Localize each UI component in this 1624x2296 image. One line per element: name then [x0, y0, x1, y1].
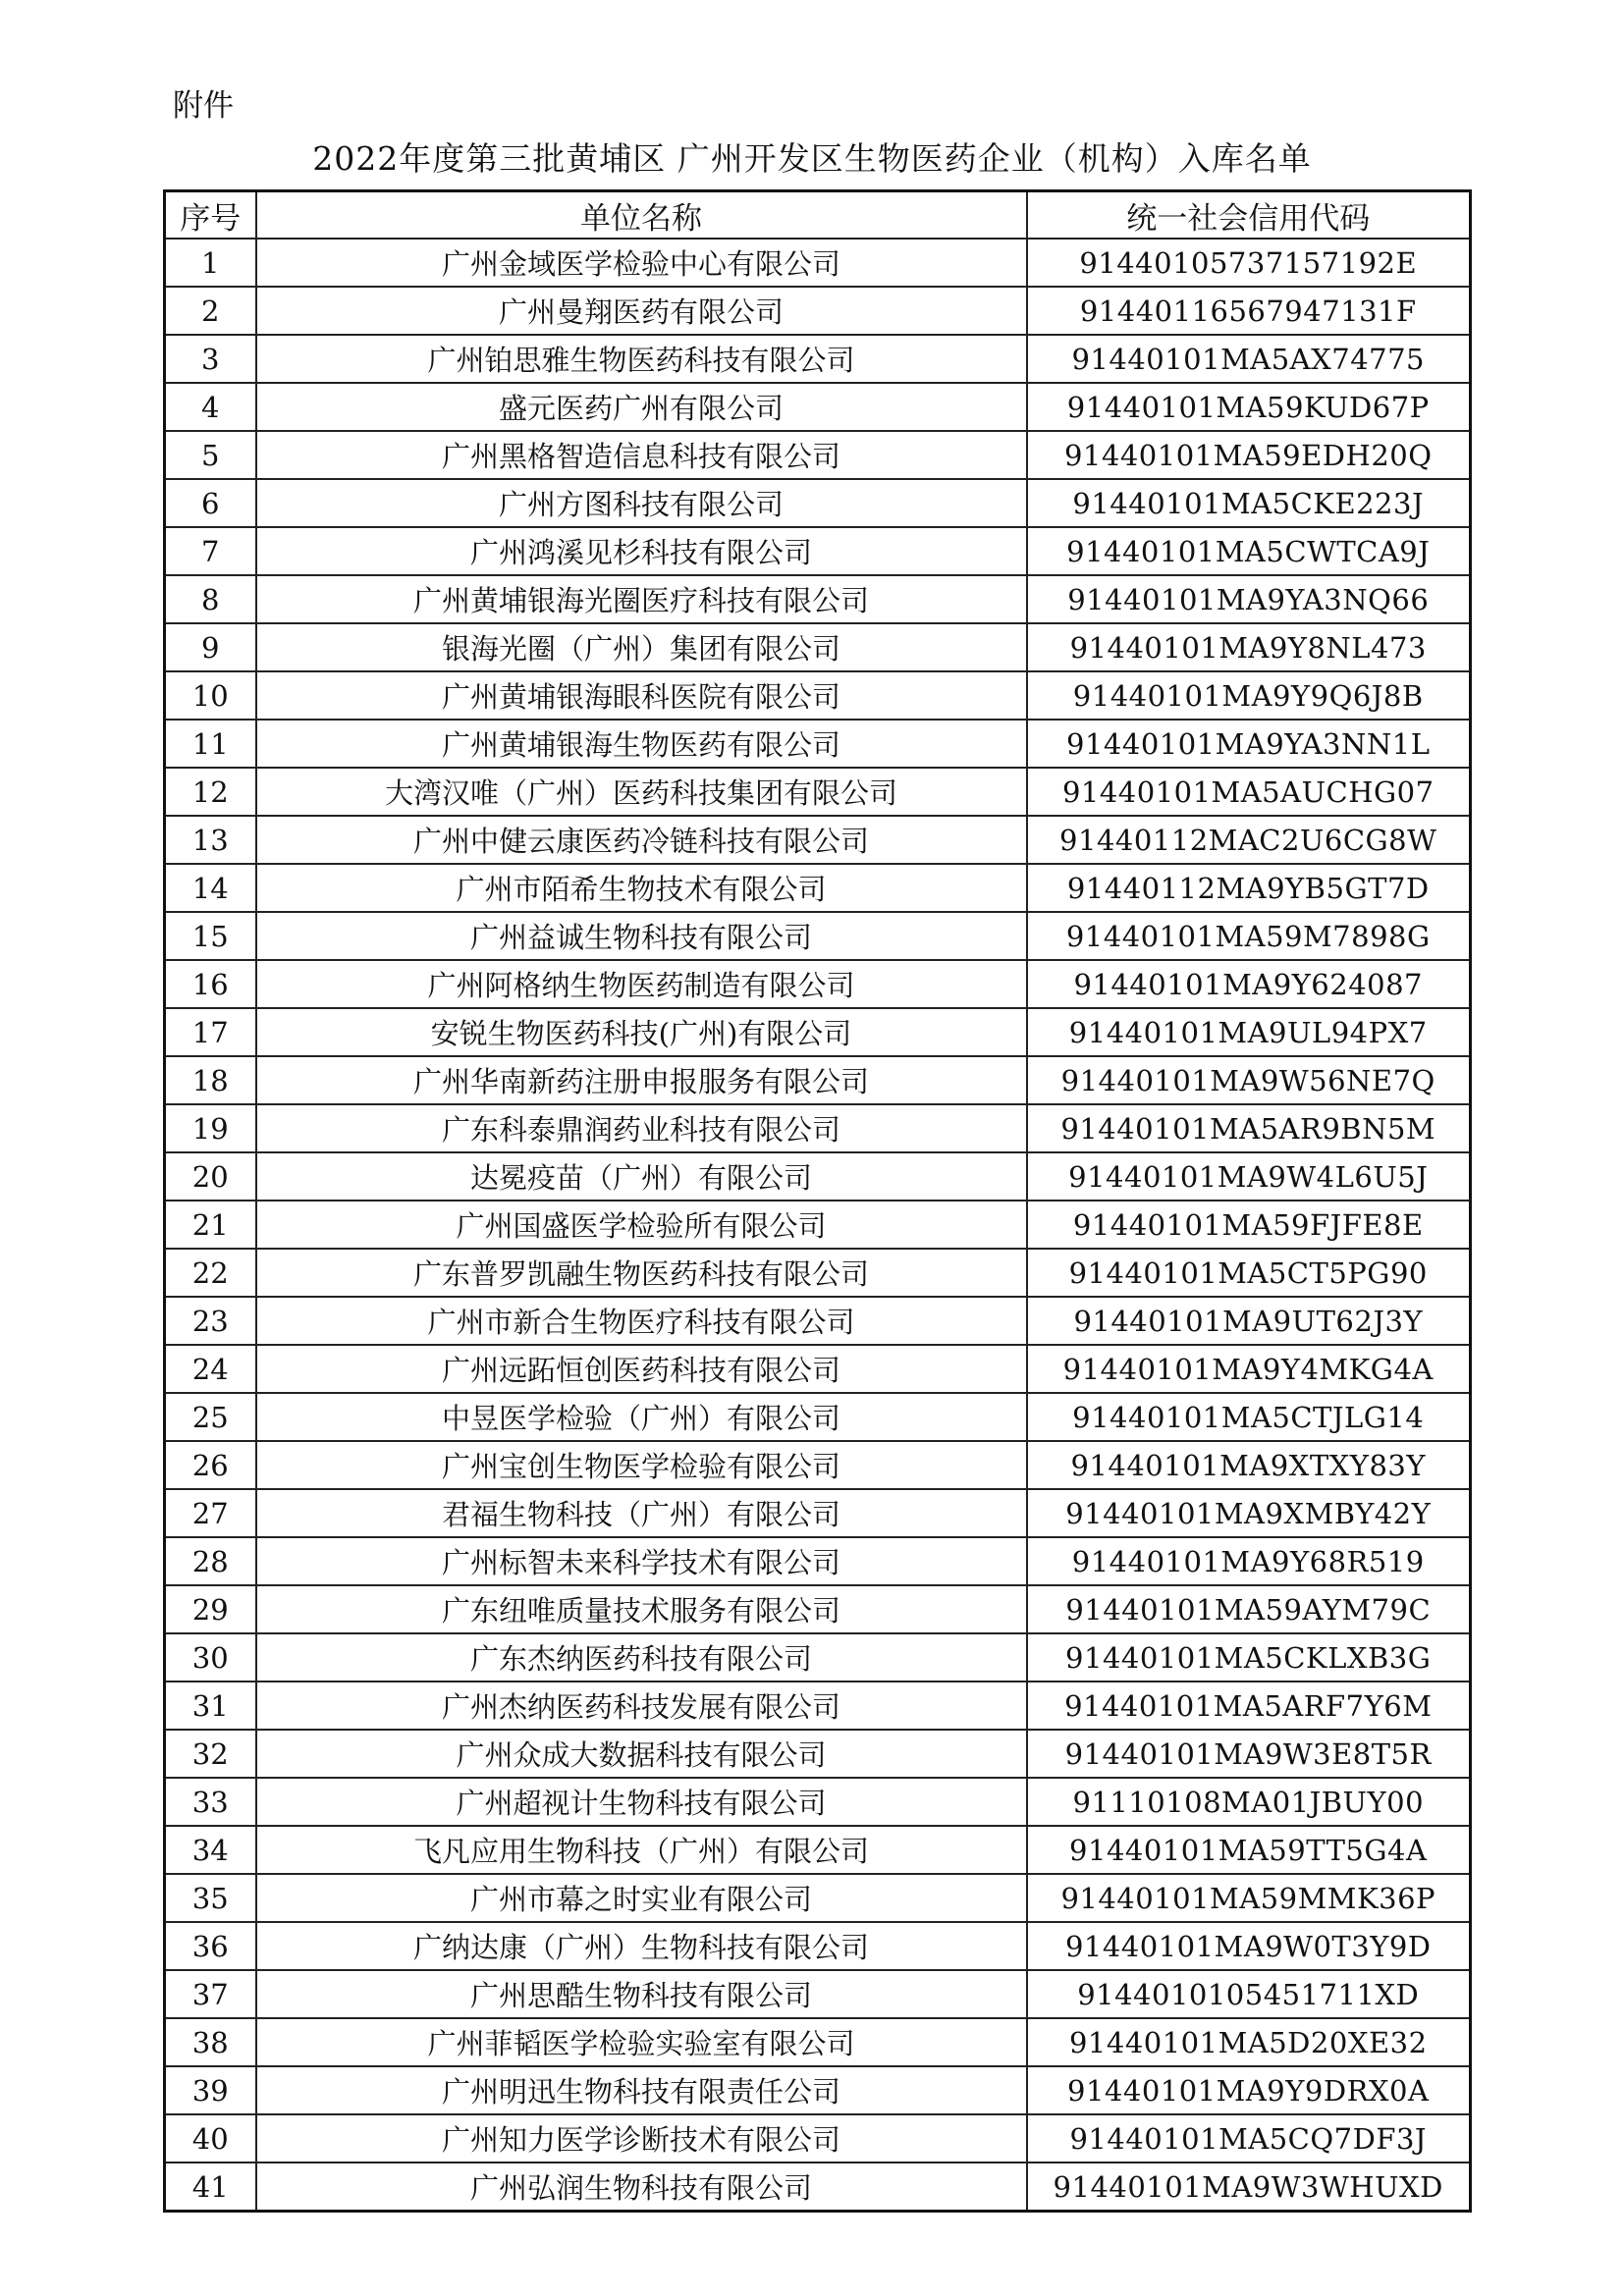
serial-number-cell: 23 [165, 1297, 256, 1345]
serial-number-cell: 14 [165, 864, 256, 912]
organization-name-cell: 广州弘润生物科技有限公司 [256, 2163, 1027, 2212]
credit-code-cell: 91440101MA59FJFE8E [1027, 1201, 1471, 1249]
table-row [165, 912, 1471, 960]
serial-number-cell: 3 [165, 335, 256, 383]
credit-code-cell: 91440101MA5CKLXB3G [1027, 1633, 1471, 1682]
table-row [165, 1104, 1471, 1152]
organization-name-cell: 广东科泰鼎润药业科技有限公司 [256, 1104, 1027, 1152]
credit-code-cell: 91440101MA59MMK36P [1027, 1874, 1471, 1922]
serial-number-cell: 19 [165, 1104, 256, 1152]
organization-name-cell: 广州鸿溪见杉科技有限公司 [256, 527, 1027, 575]
table-row [165, 431, 1471, 479]
serial-number-cell: 17 [165, 1008, 256, 1056]
table-row [165, 1633, 1471, 1682]
organization-name-cell: 达冕疫苗（广州）有限公司 [256, 1152, 1027, 1201]
credit-code-cell: 91110108MA01JBUY00 [1027, 1778, 1471, 1826]
serial-number-cell: 27 [165, 1489, 256, 1537]
credit-code-cell: 91440101MA9XTXY83Y [1027, 1441, 1471, 1489]
organization-name-cell: 盛元医药广州有限公司 [256, 383, 1027, 431]
table-row [165, 720, 1471, 768]
enterprise-table [163, 189, 1472, 2213]
table-row [165, 575, 1471, 623]
table-row [165, 1682, 1471, 1730]
organization-name-cell: 大湾汉唯（广州）医药科技集团有限公司 [256, 768, 1027, 816]
table-row [165, 960, 1471, 1008]
organization-name-cell: 安锐生物医药科技(广州)有限公司 [256, 1008, 1027, 1056]
table-row [165, 1778, 1471, 1826]
credit-code-cell: 91440101MA9Y624087 [1027, 960, 1471, 1008]
serial-number-cell: 21 [165, 1201, 256, 1249]
table-row [165, 2163, 1471, 2212]
table-row [165, 335, 1471, 383]
credit-code-cell: 91440101MA9W3E8T5R [1027, 1730, 1471, 1778]
organization-name-cell: 广州杰纳医药科技发展有限公司 [256, 1682, 1027, 1730]
credit-code-cell: 91440101MA5ARF7Y6M [1027, 1682, 1471, 1730]
organization-name-cell: 广州黄埔银海眼科医院有限公司 [256, 671, 1027, 720]
organization-name-cell: 广州众成大数据科技有限公司 [256, 1730, 1027, 1778]
header-credit-code: 统一社会信用代码 [1027, 191, 1471, 240]
table-row [165, 1393, 1471, 1441]
credit-code-cell: 91440101MA5CQ7DF3J [1027, 2114, 1471, 2163]
serial-number-cell: 22 [165, 1249, 256, 1297]
serial-number-cell: 15 [165, 912, 256, 960]
organization-name-cell: 广州市新合生物医疗科技有限公司 [256, 1297, 1027, 1345]
organization-name-cell: 广州曼翔医药有限公司 [256, 287, 1027, 335]
organization-name-cell: 广州思酷生物科技有限公司 [256, 1970, 1027, 2018]
table-row [165, 1537, 1471, 1585]
table-row [165, 1730, 1471, 1778]
organization-name-cell: 广州远跖恒创医药科技有限公司 [256, 1345, 1027, 1393]
organization-name-cell: 广东杰纳医药科技有限公司 [256, 1633, 1027, 1682]
serial-number-cell: 33 [165, 1778, 256, 1826]
serial-number-cell: 20 [165, 1152, 256, 1201]
organization-name-cell: 广州宝创生物医学检验有限公司 [256, 1441, 1027, 1489]
serial-number-cell: 16 [165, 960, 256, 1008]
serial-number-cell: 4 [165, 383, 256, 431]
serial-number-cell: 37 [165, 1970, 256, 2018]
credit-code-cell: 91440101MA9Y4MKG4A [1027, 1345, 1471, 1393]
attachment-label: 附件 [173, 88, 234, 124]
table-row [165, 1874, 1471, 1922]
organization-name-cell: 君福生物科技（广州）有限公司 [256, 1489, 1027, 1537]
organization-name-cell: 飞凡应用生物科技（广州）有限公司 [256, 1826, 1027, 1874]
document-title: 2022年度第三批黄埔区 广州开发区生物医药企业（机构）入库名单 [312, 139, 1312, 178]
organization-name-cell: 广州国盛医学检验所有限公司 [256, 1201, 1027, 1249]
organization-name-cell: 广州明迅生物科技有限责任公司 [256, 2066, 1027, 2114]
serial-number-cell: 35 [165, 1874, 256, 1922]
serial-number-cell: 40 [165, 2114, 256, 2163]
credit-code-cell: 91440116567947131F [1027, 287, 1471, 335]
serial-number-cell: 41 [165, 2163, 256, 2212]
organization-name-cell: 广纳达康（广州）生物科技有限公司 [256, 1922, 1027, 1970]
serial-number-cell: 25 [165, 1393, 256, 1441]
table-row [165, 623, 1471, 671]
table-header-row [165, 191, 1471, 240]
table-row [165, 1826, 1471, 1874]
table-row [165, 816, 1471, 864]
serial-number-cell: 9 [165, 623, 256, 671]
header-serial-number: 序号 [165, 191, 256, 240]
table-row [165, 383, 1471, 431]
credit-code-cell: 91440112MA9YB5GT7D [1027, 864, 1471, 912]
table-row [165, 287, 1471, 335]
table-row [165, 864, 1471, 912]
credit-code-cell: 91440101MA5CT5PG90 [1027, 1249, 1471, 1297]
credit-code-cell: 91440101MA9Y8NL473 [1027, 623, 1471, 671]
serial-number-cell: 32 [165, 1730, 256, 1778]
table-row [165, 1585, 1471, 1633]
serial-number-cell: 6 [165, 479, 256, 527]
credit-code-cell: 91440105737157192E [1027, 239, 1471, 287]
serial-number-cell: 2 [165, 287, 256, 335]
table-row [165, 1970, 1471, 2018]
serial-number-cell: 10 [165, 671, 256, 720]
serial-number-cell: 7 [165, 527, 256, 575]
serial-number-cell: 29 [165, 1585, 256, 1633]
table-row [165, 239, 1471, 287]
organization-name-cell: 广州黑格智造信息科技有限公司 [256, 431, 1027, 479]
organization-name-cell: 广州金域医学检验中心有限公司 [256, 239, 1027, 287]
credit-code-cell: 91440101MA9Y68R519 [1027, 1537, 1471, 1585]
credit-code-cell: 91440101MA9Y9DRX0A [1027, 2066, 1471, 2114]
credit-code-cell: 91440101MA9XMBY42Y [1027, 1489, 1471, 1537]
organization-name-cell: 广东纽唯质量技术服务有限公司 [256, 1585, 1027, 1633]
serial-number-cell: 11 [165, 720, 256, 768]
credit-code-cell: 91440101MA59KUD67P [1027, 383, 1471, 431]
credit-code-cell: 91440101MA5D20XE32 [1027, 2018, 1471, 2066]
table-row [165, 671, 1471, 720]
organization-name-cell: 广州中健云康医药冷链科技有限公司 [256, 816, 1027, 864]
serial-number-cell: 34 [165, 1826, 256, 1874]
table-row [165, 1008, 1471, 1056]
table-row [165, 2018, 1471, 2066]
table-row [165, 1441, 1471, 1489]
organization-name-cell: 广州益诚生物科技有限公司 [256, 912, 1027, 960]
table-row [165, 2066, 1471, 2114]
credit-code-cell: 91440101MA5AUCHG07 [1027, 768, 1471, 816]
credit-code-cell: 91440101MA9W3WHUXD [1027, 2163, 1471, 2212]
serial-number-cell: 12 [165, 768, 256, 816]
credit-code-cell: 91440101MA59TT5G4A [1027, 1826, 1471, 1874]
credit-code-cell: 91440101MA9Y9Q6J8B [1027, 671, 1471, 720]
credit-code-cell: 91440112MAC2U6CG8W [1027, 816, 1471, 864]
organization-name-cell: 广州知力医学诊断技术有限公司 [256, 2114, 1027, 2163]
organization-name-cell: 广州市幕之时实业有限公司 [256, 1874, 1027, 1922]
organization-name-cell: 广州超视计生物科技有限公司 [256, 1778, 1027, 1826]
organization-name-cell: 广州市陌希生物技术有限公司 [256, 864, 1027, 912]
table-row [165, 1922, 1471, 1970]
organization-name-cell: 广州黄埔银海生物医药有限公司 [256, 720, 1027, 768]
credit-code-cell: 91440101MA5AR9BN5M [1027, 1104, 1471, 1152]
credit-code-cell: 91440101MA59M7898G [1027, 912, 1471, 960]
credit-code-cell: 91440101MA9YA3NN1L [1027, 720, 1471, 768]
organization-name-cell: 广州阿格纳生物医药制造有限公司 [256, 960, 1027, 1008]
organization-name-cell: 广州铂思雅生物医药科技有限公司 [256, 335, 1027, 383]
serial-number-cell: 26 [165, 1441, 256, 1489]
table-row [165, 1249, 1471, 1297]
organization-name-cell: 银海光圈（广州）集团有限公司 [256, 623, 1027, 671]
credit-code-cell: 91440101MA5AX74775 [1027, 335, 1471, 383]
table-row [165, 1056, 1471, 1104]
organization-name-cell: 广州标智未来科学技术有限公司 [256, 1537, 1027, 1585]
table-row [165, 1489, 1471, 1537]
table-row [165, 527, 1471, 575]
organization-name-cell: 广州方图科技有限公司 [256, 479, 1027, 527]
credit-code-cell: 91440101MA9W4L6U5J [1027, 1152, 1471, 1201]
organization-name-cell: 广州菲韬医学检验实验室有限公司 [256, 2018, 1027, 2066]
serial-number-cell: 24 [165, 1345, 256, 1393]
table-body [165, 239, 1471, 2212]
table-row [165, 479, 1471, 527]
organization-name-cell: 广东普罗凯融生物医药科技有限公司 [256, 1249, 1027, 1297]
credit-code-cell: 91440101MA5CKE223J [1027, 479, 1471, 527]
table-row [165, 1345, 1471, 1393]
organization-name-cell: 广州黄埔银海光圈医疗科技有限公司 [256, 575, 1027, 623]
table-row [165, 2114, 1471, 2163]
serial-number-cell: 28 [165, 1537, 256, 1585]
credit-code-cell: 91440101MA9UT62J3Y [1027, 1297, 1471, 1345]
table-row [165, 1152, 1471, 1201]
credit-code-cell: 91440101MA5CWTCA9J [1027, 527, 1471, 575]
organization-name-cell: 广州华南新药注册申报服务有限公司 [256, 1056, 1027, 1104]
credit-code-cell: 91440101MA9YA3NQ66 [1027, 575, 1471, 623]
serial-number-cell: 36 [165, 1922, 256, 1970]
header-organization-name: 单位名称 [256, 191, 1027, 240]
serial-number-cell: 30 [165, 1633, 256, 1682]
credit-code-cell: 91440101MA9W56NE7Q [1027, 1056, 1471, 1104]
table-row [165, 768, 1471, 816]
serial-number-cell: 5 [165, 431, 256, 479]
serial-number-cell: 1 [165, 239, 256, 287]
organization-name-cell: 中昱医学检验（广州）有限公司 [256, 1393, 1027, 1441]
serial-number-cell: 39 [165, 2066, 256, 2114]
serial-number-cell: 38 [165, 2018, 256, 2066]
credit-code-cell: 91440101MA59AYM79C [1027, 1585, 1471, 1633]
serial-number-cell: 13 [165, 816, 256, 864]
table-row [165, 1201, 1471, 1249]
serial-number-cell: 31 [165, 1682, 256, 1730]
credit-code-cell: 91440101MA59EDH20Q [1027, 431, 1471, 479]
serial-number-cell: 8 [165, 575, 256, 623]
table-row [165, 1297, 1471, 1345]
credit-code-cell: 91440101MA9W0T3Y9D [1027, 1922, 1471, 1970]
credit-code-cell: 91440101MA9UL94PX7 [1027, 1008, 1471, 1056]
serial-number-cell: 18 [165, 1056, 256, 1104]
credit-code-cell: 9144010105451711XD [1027, 1970, 1471, 2018]
credit-code-cell: 91440101MA5CTJLG14 [1027, 1393, 1471, 1441]
